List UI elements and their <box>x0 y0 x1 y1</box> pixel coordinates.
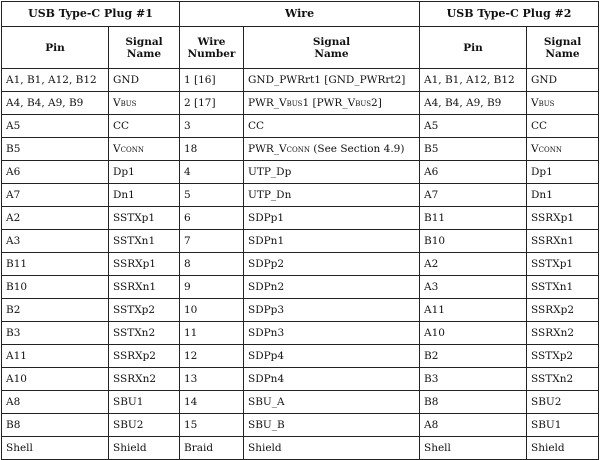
plug1-signal-cell: SSTXn1 <box>109 230 180 253</box>
wire-number-cell: Braid <box>180 437 244 460</box>
small-caps-run: bus <box>120 97 137 109</box>
small-caps-run: conn <box>286 143 310 155</box>
plug1-pin-header <box>2 27 109 69</box>
pin-header-label: Pin <box>45 41 65 54</box>
plug1-pin-cell: B11 <box>2 253 109 276</box>
plug2-signal-cell: CC <box>527 115 599 138</box>
plug1-pin-cell: A8 <box>2 391 109 414</box>
column-header-row <box>2 27 599 69</box>
plug2-signal-cell: SSTXn2 <box>527 368 599 391</box>
plug1-signal-cell: SSTXp2 <box>109 299 180 322</box>
table-row <box>2 184 599 207</box>
table-row <box>2 138 599 161</box>
wire-signal-cell: PWR_Vconn (See Section 4.9) <box>244 138 420 161</box>
group-header-row <box>2 2 599 27</box>
plug1-pin-cell: A6 <box>2 161 109 184</box>
table-row <box>2 299 599 322</box>
plug1-pin-cell: A11 <box>2 345 109 368</box>
wire-number-cell: 11 <box>180 322 244 345</box>
plug1-signal-header <box>109 27 180 69</box>
wire-number-header-line1: Wire <box>197 35 226 48</box>
plug1-pin-cell: Shell <box>2 437 109 460</box>
table-row <box>2 437 599 460</box>
plug1-pin-cell: B10 <box>2 276 109 299</box>
plug2-signal-cell: Shield <box>527 437 599 460</box>
plug1-signal-cell: Shield <box>109 437 180 460</box>
plug2-signal-cell: Dp1 <box>527 161 599 184</box>
table-row <box>2 230 599 253</box>
wire-signal-cell: UTP_Dn <box>244 184 420 207</box>
plug1-signal-cell: Vconn <box>109 138 180 161</box>
plug1-signal-cell: Dn1 <box>109 184 180 207</box>
plug2-signal-cell: SSRXp1 <box>527 207 599 230</box>
wire-number-cell: 13 <box>180 368 244 391</box>
plug2-pin-cell: A5 <box>420 115 527 138</box>
wire-signal-cell: SDPp3 <box>244 299 420 322</box>
wire-number-header-line2: Number <box>187 47 236 60</box>
plug1-signal-cell: SBU1 <box>109 391 180 414</box>
small-caps-run: bus <box>538 97 555 109</box>
wire-number-cell: 8 <box>180 253 244 276</box>
wire-group-header: Wire <box>180 2 420 27</box>
table-row <box>2 368 599 391</box>
plug1-signal-cell: SBU2 <box>109 414 180 437</box>
plug2-pin-cell: A3 <box>420 276 527 299</box>
wire-number-cell: 14 <box>180 391 244 414</box>
plug2-signal-cell: Vbus <box>527 92 599 115</box>
plug2-pin-cell: B3 <box>420 368 527 391</box>
wire-number-cell: 7 <box>180 230 244 253</box>
table-row <box>2 69 599 92</box>
plug1-pin-cell: A4, B4, A9, B9 <box>2 92 109 115</box>
plug1-signal-cell: SSRXp2 <box>109 345 180 368</box>
plug2-signal-cell: SSTXn1 <box>527 276 599 299</box>
plug2-pin-cell: B11 <box>420 207 527 230</box>
signal-header-line2: Name <box>545 47 580 60</box>
wire-number-cell: 9 <box>180 276 244 299</box>
usb-type-c-cable-wiring-table <box>1 1 599 460</box>
small-caps-run: conn <box>538 143 562 155</box>
table-row <box>2 276 599 299</box>
plug2-pin-cell: A6 <box>420 161 527 184</box>
plug1-pin-cell: B3 <box>2 322 109 345</box>
wire-number-cell: 3 <box>180 115 244 138</box>
plug1-group-header: USB Type-C Plug #1 <box>2 2 180 27</box>
plug1-signal-cell: GND <box>109 69 180 92</box>
wire-signal-cell: SDPn1 <box>244 230 420 253</box>
plug2-pin-cell: A10 <box>420 322 527 345</box>
plug1-pin-cell: A2 <box>2 207 109 230</box>
small-caps-run: bus <box>286 97 303 109</box>
signal-header-line2: Name <box>314 47 349 60</box>
plug1-pin-cell: A10 <box>2 368 109 391</box>
wire-signal-cell: SBU_B <box>244 414 420 437</box>
plug2-signal-cell: SSRXn2 <box>527 322 599 345</box>
plug2-pin-cell: B8 <box>420 391 527 414</box>
signal-header-line2: Name <box>126 47 162 60</box>
plug2-pin-cell: B10 <box>420 230 527 253</box>
wire-number-cell: 18 <box>180 138 244 161</box>
wire-number-cell: 6 <box>180 207 244 230</box>
wire-number-cell: 10 <box>180 299 244 322</box>
plug2-signal-cell: Dn1 <box>527 184 599 207</box>
plug2-pin-header <box>420 27 527 69</box>
signal-header-line1: Signal <box>125 35 163 48</box>
wire-number-header <box>180 27 244 69</box>
plug2-group-header: USB Type-C Plug #2 <box>420 2 599 27</box>
wire-number-cell: 12 <box>180 345 244 368</box>
plug1-signal-cell: Vbus <box>109 92 180 115</box>
wire-signal-cell: SDPp4 <box>244 345 420 368</box>
plug2-signal-cell: SSRXn1 <box>527 230 599 253</box>
plug2-signal-cell: GND <box>527 69 599 92</box>
plug1-signal-cell: Dp1 <box>109 161 180 184</box>
plug1-signal-cell: SSTXn2 <box>109 322 180 345</box>
plug2-signal-cell: SSTXp1 <box>527 253 599 276</box>
wire-signal-cell: CC <box>244 115 420 138</box>
plug2-signal-cell: SBU1 <box>527 414 599 437</box>
plug2-pin-cell: A2 <box>420 253 527 276</box>
small-caps-run: conn <box>120 143 144 155</box>
plug1-pin-cell: B8 <box>2 414 109 437</box>
plug2-pin-cell: A7 <box>420 184 527 207</box>
signal-header-line1: Signal <box>543 35 582 48</box>
plug2-pin-cell: Shell <box>420 437 527 460</box>
table-row <box>2 391 599 414</box>
plug1-pin-cell: A5 <box>2 115 109 138</box>
wire-signal-cell: GND_PWRrt1 [GND_PWRrt2] <box>244 69 420 92</box>
wire-number-cell: 5 <box>180 184 244 207</box>
table-row <box>2 115 599 138</box>
plug1-pin-cell: B5 <box>2 138 109 161</box>
table-row <box>2 253 599 276</box>
table-row <box>2 322 599 345</box>
wire-signal-cell: UTP_Dp <box>244 161 420 184</box>
table-row <box>2 161 599 184</box>
wire-number-cell: 2 [17] <box>180 92 244 115</box>
plug1-signal-cell: SSTXp1 <box>109 207 180 230</box>
plug1-pin-cell: A7 <box>2 184 109 207</box>
plug2-signal-cell: SBU2 <box>527 391 599 414</box>
wire-signal-cell: SDPp1 <box>244 207 420 230</box>
plug1-pin-cell: B2 <box>2 299 109 322</box>
wire-signal-cell: Shield <box>244 437 420 460</box>
plug2-pin-cell: B5 <box>420 138 527 161</box>
wire-signal-cell: SDPp2 <box>244 253 420 276</box>
plug2-signal-cell: Vconn <box>527 138 599 161</box>
plug1-signal-cell: CC <box>109 115 180 138</box>
plug1-pin-cell: A3 <box>2 230 109 253</box>
wire-signal-cell: PWR_Vbus1 [PWR_Vbus2] <box>244 92 420 115</box>
wire-number-cell: 1 [16] <box>180 69 244 92</box>
plug1-signal-cell: SSRXp1 <box>109 253 180 276</box>
plug1-pin-cell: A1, B1, A12, B12 <box>2 69 109 92</box>
table-row <box>2 207 599 230</box>
plug2-signal-cell: SSTXp2 <box>527 345 599 368</box>
wire-signal-cell: SBU_A <box>244 391 420 414</box>
wire-signal-header <box>244 27 420 69</box>
wire-signal-cell: SDPn2 <box>244 276 420 299</box>
plug2-signal-cell: SSRXp2 <box>527 299 599 322</box>
plug2-pin-cell: B2 <box>420 345 527 368</box>
wire-signal-cell: SDPn4 <box>244 368 420 391</box>
wire-number-cell: 4 <box>180 161 244 184</box>
wire-number-cell: 15 <box>180 414 244 437</box>
plug2-pin-cell: A8 <box>420 414 527 437</box>
plug1-signal-cell: SSRXn2 <box>109 368 180 391</box>
plug1-signal-cell: SSRXn1 <box>109 276 180 299</box>
table-row <box>2 345 599 368</box>
wire-signal-cell: SDPn3 <box>244 322 420 345</box>
table-row <box>2 92 599 115</box>
pin-header-label: Pin <box>463 41 483 54</box>
signal-header-line1: Signal <box>312 35 351 48</box>
plug2-pin-cell: A1, B1, A12, B12 <box>420 69 527 92</box>
table-row <box>2 414 599 437</box>
small-caps-run: bus <box>355 97 372 109</box>
plug2-pin-cell: A11 <box>420 299 527 322</box>
plug2-signal-header <box>527 27 599 69</box>
plug2-pin-cell: A4, B4, A9, B9 <box>420 92 527 115</box>
